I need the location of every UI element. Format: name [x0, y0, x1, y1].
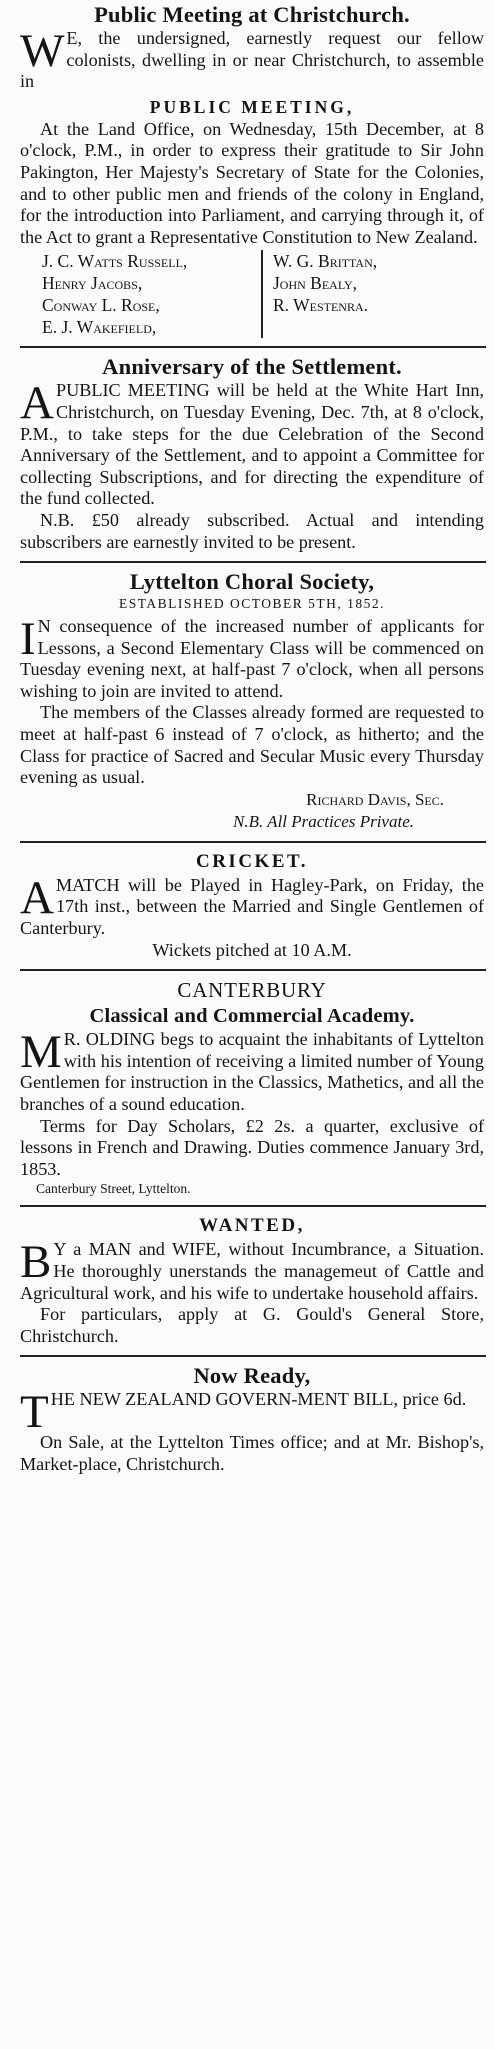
ad-title: Anniversary of the Settlement. [102, 354, 402, 380]
drop-cap: I [20, 616, 36, 666]
ad-paragraph: At the Land Office, on Wednesday, 15th December, at 8 o'clock, P.M., in order to express their gratitude to Sir John Pakington, Her Majesty's Secretary of State for the Colonies, and to other public men and friends of the colony in England, for the introduction into Parliament, and carrying through it, of the Act to grant a Representative Constitution to New Zealand. [20, 118, 484, 247]
ad-paragraph: For particulars, apply at G. Gould's General Store, Christchurch. [20, 1304, 484, 1346]
signatories-left [42, 250, 263, 338]
ad-paragraph: The members of the Classes already formed are requested to meet at half-past 6 instead of 7 o'clock, as hitherto; and the Class for practice of Sacred and Secular Music every Thursday evening as usual. [20, 702, 484, 788]
ad-heading: PUBLIC MEETING, [149, 96, 355, 117]
signatory: J. C. Watts Russell, [42, 251, 188, 272]
signatories [42, 250, 484, 338]
signatory: R. Westenra. [273, 295, 368, 316]
ad-note: Wickets pitched at 10 A.M. [152, 939, 352, 960]
ad-lead: N consequence of the increased number of applicants for Lessons, a Second Elementary Class will be commenced on Tuesday evening next, at half-past 7 o'clock, when all persons wishing to join are invited to attend. [20, 616, 484, 701]
ad-lead: R. OLDING begs to acquaint the inhabitants of Lyttelton with his intention of receiving a limited number of Young Gentlemen for instruction in the Classics, Mathetics, and all the branches of a sound education. [20, 1029, 484, 1114]
divider [20, 346, 486, 348]
ad-anniversary [20, 354, 486, 553]
ad-now-ready [20, 1363, 486, 1475]
ad-title: CANTERBURY [177, 978, 327, 1003]
ad-title: WANTED, [199, 1215, 305, 1237]
ad-academy [20, 977, 486, 1197]
ad-signature: Richard Davis, Sec. [306, 789, 444, 809]
ad-body [20, 875, 484, 940]
signatories-right [263, 250, 484, 338]
divider [20, 1355, 486, 1357]
divider [20, 969, 486, 971]
ad-paragraph: On Sale, at the Lyttelton Times office; and at Mr. Bishop's, Market-place, Christchurch. [20, 1432, 484, 1474]
drop-cap: A [20, 874, 54, 924]
signatory: John Bealy, [273, 273, 358, 294]
ad-body [20, 1389, 484, 1432]
ad-title: Lyttelton Choral Society, [129, 569, 375, 595]
divider [20, 1205, 486, 1207]
divider [20, 841, 486, 843]
ad-body [20, 380, 484, 510]
ad-wanted [20, 1213, 486, 1347]
ad-choral-society [20, 569, 486, 833]
drop-cap: A [20, 380, 54, 430]
ad-body [20, 1029, 484, 1115]
drop-cap: T [20, 1389, 49, 1433]
ad-lead: E, the undersigned, earnestly request our fellow colonists, dwelling in or near Christchurch, to assemble in [20, 28, 484, 92]
signatory: E. J. Wakefield, [42, 317, 157, 338]
ad-body [20, 616, 484, 702]
divider [20, 561, 486, 563]
ad-title: Now Ready, [193, 1363, 311, 1389]
ad-lead: PUBLIC MEETING will be held at the White Hart Inn, Christchurch, on Tuesday Evening, Dec. 7th, at 8 o'clock, P.M., to take steps for the due Celebration of the Second Anniversary of the Settlement, and to appoint a Committee for collecting Subscriptions, and for directing the expenditure of the fund collected. [20, 380, 484, 509]
ad-lead: HE NEW ZEALAND GOVERN-MENT BILL, price 6d. [50, 1389, 467, 1410]
drop-cap: M [20, 1029, 62, 1079]
ad-address: Canterbury Street, Lyttelton. [36, 1181, 191, 1197]
ad-note: N.B. £50 already subscribed. Actual and intending subscribers are earnestly invited to be present. [20, 509, 484, 552]
ad-lead: Y a MAN and WIFE, without Incumbrance, a Situation. He thoroughly unerstands the managemeut of Cattle and Agricultural work, and his wife to undertake household affairs. [20, 1239, 484, 1303]
signatory: Conway L. Rose, [42, 295, 160, 316]
ad-note: N.B. All Practices Private. [233, 811, 414, 831]
drop-cap: B [20, 1239, 52, 1289]
ad-lead: MATCH will be Played in Hagley-Park, on Friday, the 17th inst., between the Married and Single Gentlemen of Canterbury. [20, 874, 484, 939]
drop-cap: W [20, 28, 65, 77]
ad-title: Public Meeting at Christchurch. [94, 2, 410, 27]
ad-subtitle: ESTABLISHED OCTOBER 5TH, 1852. [118, 596, 386, 612]
ad-title: CRICKET. [195, 850, 309, 872]
signatory: Henry Jacobs, [42, 273, 143, 294]
signatory: W. G. Brittan, [273, 251, 378, 272]
ad-title-secondary: Classical and Commercial Academy. [89, 1005, 415, 1028]
ad-cricket [20, 849, 486, 961]
ad-body [20, 28, 484, 93]
ad-public-meeting [20, 0, 486, 338]
ad-paragraph: Terms for Day Scholars, £2 2s. a quarter, exclusive of lessons in French and Drawing. Duties commence January 3rd, 1853. [20, 1115, 484, 1179]
ad-body [20, 1239, 484, 1304]
